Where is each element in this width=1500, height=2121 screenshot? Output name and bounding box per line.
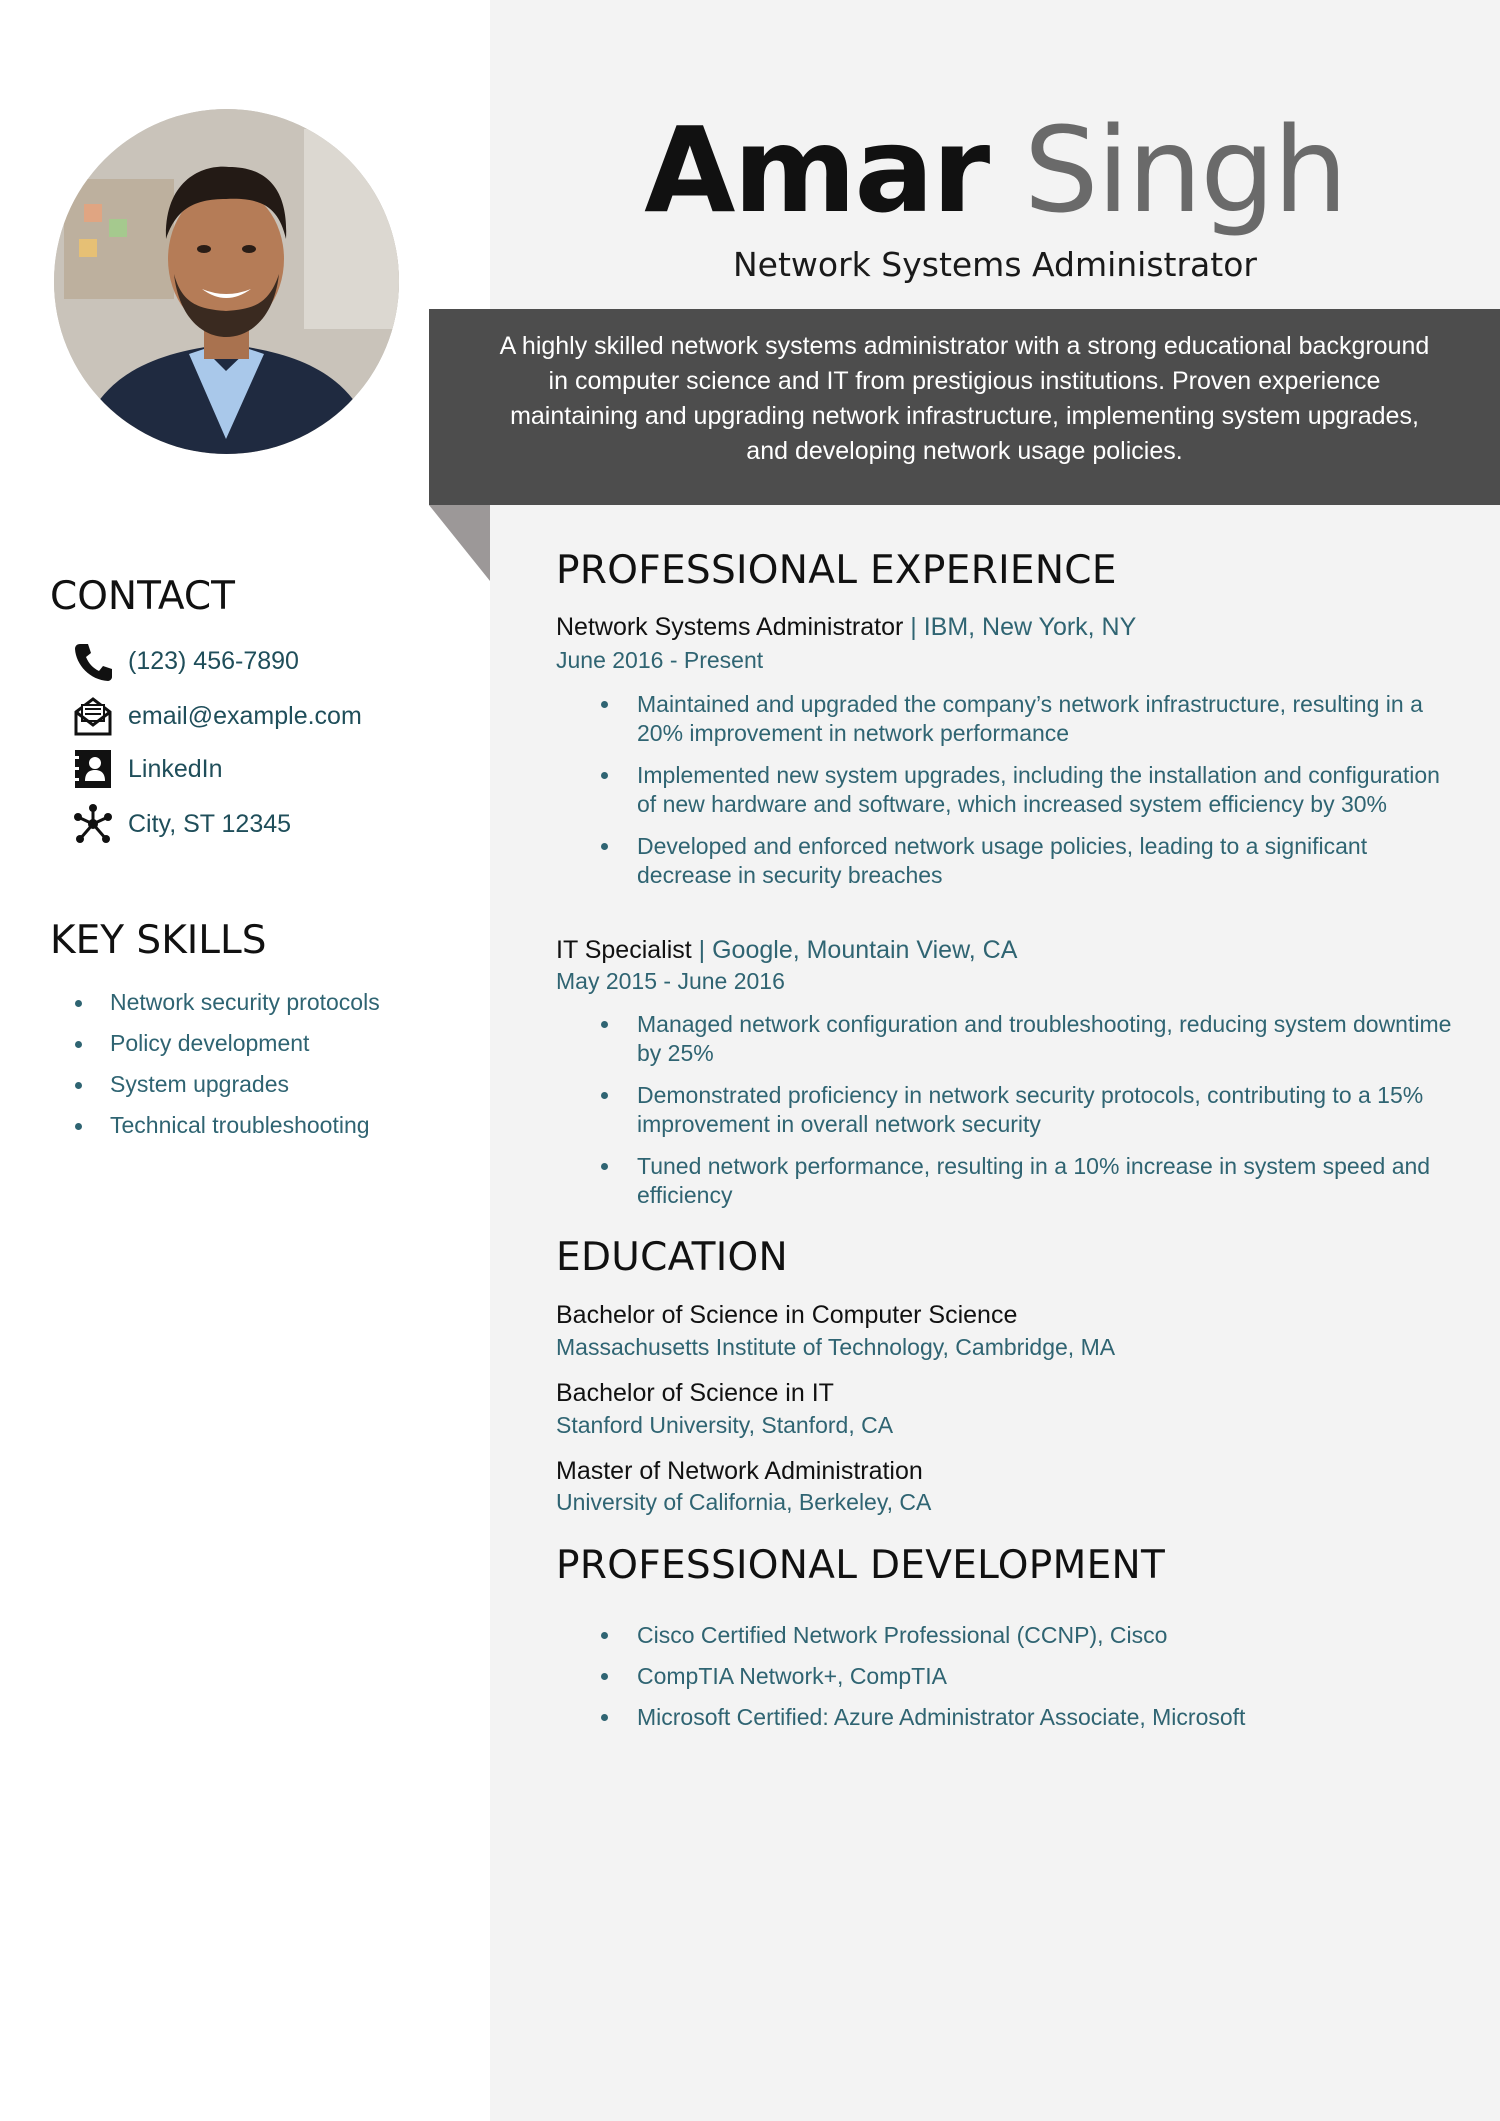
education-degree: Master of Network Administration xyxy=(556,1457,923,1485)
skill-item: System upgrades xyxy=(50,1064,380,1105)
job-bullets xyxy=(556,1010,1456,1223)
job-header xyxy=(556,613,1136,642)
development-item: CompTIA Network+, CompTIA xyxy=(556,1662,1456,1691)
contact-phone xyxy=(72,638,299,684)
development-item: Cisco Certified Network Professional (CCNP), Cisco xyxy=(556,1621,1456,1650)
education-degree: Bachelor of Science in Computer Science xyxy=(556,1301,1018,1329)
job-role: IT Specialist xyxy=(556,936,692,964)
job-org: | IBM, New York, NY xyxy=(903,613,1137,641)
job-bullet: Demonstrated proficiency in network security protocols, contributing to a 15% improvement in overall network security xyxy=(556,1081,1456,1139)
banner-fold xyxy=(429,505,490,581)
skill-item: Technical troubleshooting xyxy=(50,1105,380,1146)
job-dates: May 2015 - June 2016 xyxy=(556,968,785,994)
candidate-name xyxy=(490,100,1500,240)
job-role: Network Systems Administrator xyxy=(556,613,904,641)
first-name: Amar xyxy=(644,101,989,239)
education-school: Massachusetts Institute of Technology, Cambridge, MA xyxy=(556,1334,1116,1360)
contact-location xyxy=(72,801,291,847)
skills-list xyxy=(50,982,380,1146)
linkedin-link[interactable]: LinkedIn xyxy=(128,754,223,783)
email-icon xyxy=(72,695,114,737)
profile-photo xyxy=(54,109,399,454)
job-bullet: Implemented new system upgrades, including the installation and configuration of new hardware and software, which increased system efficiency by 30% xyxy=(556,761,1456,819)
contact-heading: CONTACT xyxy=(50,574,235,619)
education-heading: EDUCATION xyxy=(556,1235,788,1280)
job-bullet: Tuned network performance, resulting in a 10% increase in system speed and efficiency xyxy=(556,1152,1456,1210)
experience-heading: PROFESSIONAL EXPERIENCE xyxy=(556,548,1117,593)
job-bullet: Developed and enforced network usage policies, leading to a significant decrease in security breaches xyxy=(556,832,1456,890)
contact-linkedin xyxy=(72,746,223,792)
contact-card-icon xyxy=(72,748,114,790)
job-dates: June 2016 - Present xyxy=(556,647,764,673)
education-school: Stanford University, Stanford, CA xyxy=(556,1412,894,1438)
skill-item: Network security protocols xyxy=(50,982,380,1023)
email-address[interactable]: email@example.com xyxy=(128,701,362,730)
development-heading: PROFESSIONAL DEVELOPMENT xyxy=(556,1543,1166,1588)
summary-banner xyxy=(429,309,1500,505)
phone-number[interactable]: (123) 456-7890 xyxy=(128,646,299,675)
education-degree: Bachelor of Science in IT xyxy=(556,1379,834,1407)
location-text: City, ST 12345 xyxy=(128,809,292,838)
job-org: | Google, Mountain View, CA xyxy=(691,936,1018,964)
development-item: Microsoft Certified: Azure Administrator Associate, Microsoft xyxy=(556,1703,1456,1732)
job-header xyxy=(556,936,1017,965)
last-name: Singh xyxy=(1023,101,1346,239)
skills-heading: KEY SKILLS xyxy=(50,918,267,963)
phone-icon xyxy=(72,640,114,682)
skill-item: Policy development xyxy=(50,1023,380,1064)
job-title: Network Systems Administrator xyxy=(733,245,1257,284)
job-bullet: Managed network configuration and troubleshooting, reducing system downtime by 25% xyxy=(556,1010,1456,1068)
summary-text: A highly skilled network systems administrator with a strong educational background in computer science and IT from prestigious institutions. Proven experience maintaining and upgrading network infrastructure, implementing system upgrades, and developing network usage policies. xyxy=(499,332,1430,465)
profile-photo-illustration xyxy=(54,109,399,454)
network-icon xyxy=(72,803,114,845)
education-school: University of California, Berkeley, CA xyxy=(556,1489,932,1515)
development-list xyxy=(556,1621,1456,1744)
job-bullets xyxy=(556,690,1456,903)
job-bullet: Maintained and upgraded the company’s network infrastructure, resulting in a 20% improvement in network performance xyxy=(556,690,1456,748)
contact-email xyxy=(72,693,362,739)
